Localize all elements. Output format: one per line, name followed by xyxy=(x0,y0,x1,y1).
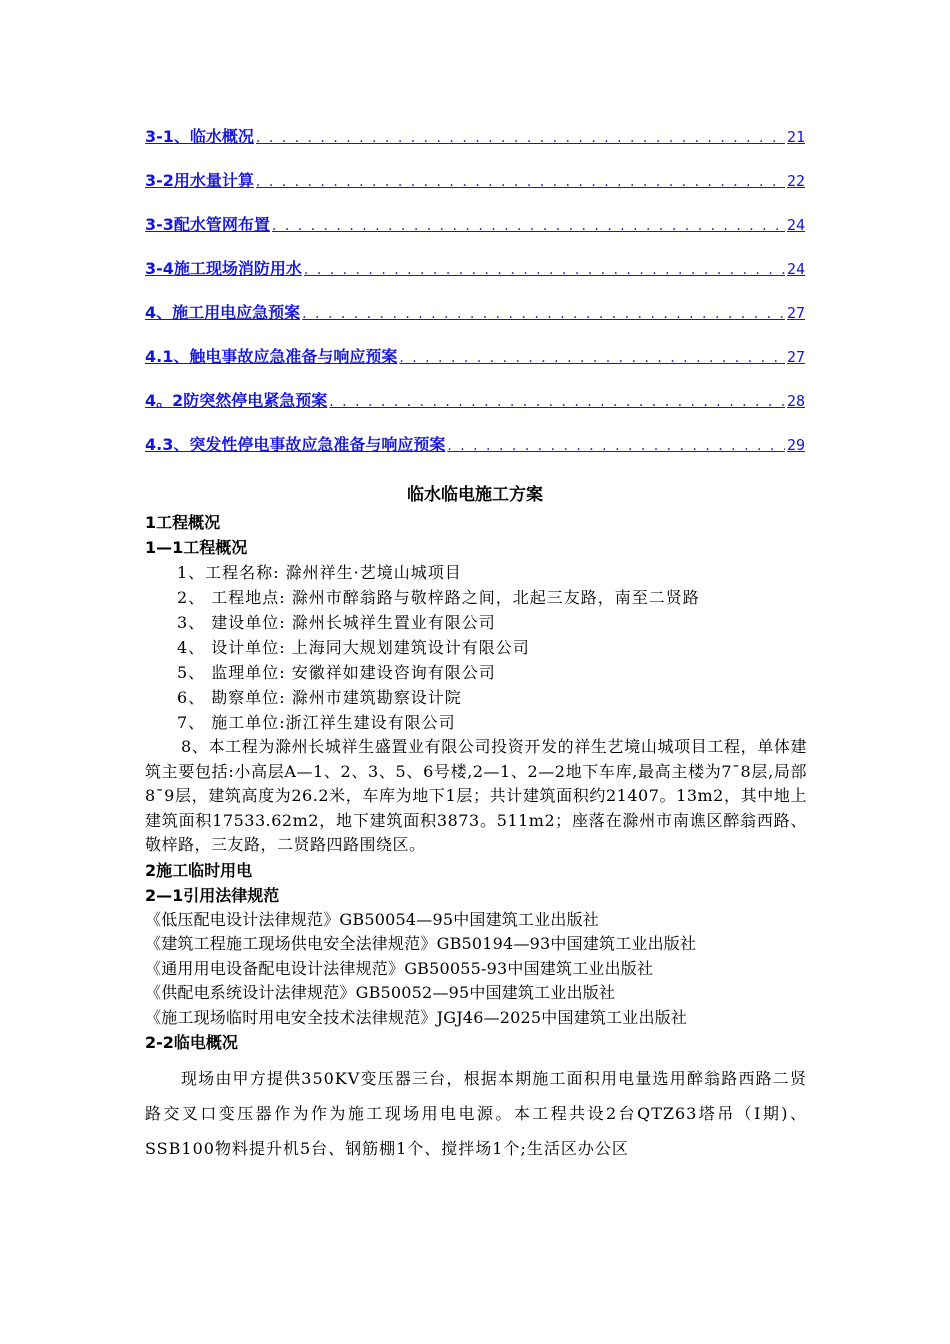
standard-reference: 《通用用电设备配电设计法律规范》GB50055-93中国建筑工业出版社 xyxy=(145,958,654,978)
toc-link[interactable] xyxy=(145,344,805,367)
standard-reference: 《建筑工程施工现场供电安全法律规范》GB50194—93中国建筑工业出版社 xyxy=(145,934,697,953)
toc-page-number: 29 xyxy=(786,436,805,454)
toc-leader xyxy=(447,438,785,454)
toc-entry[interactable] xyxy=(145,256,805,300)
subsection-heading: 2-2临电概况 xyxy=(145,1033,238,1052)
standard-reference: 《低压配电设计法律规范》GB50054—95中国建筑工业出版社 xyxy=(145,909,599,929)
toc-label: 3-1、临水概况 xyxy=(145,127,254,146)
toc-link[interactable] xyxy=(145,256,805,279)
toc-page-number: 22 xyxy=(786,172,805,190)
toc-page-number: 27 xyxy=(786,304,805,322)
toc-link[interactable] xyxy=(145,124,805,147)
toc-entry[interactable] xyxy=(145,212,805,256)
project-info-item: 7、 施工单位:浙江祥生建设有限公司 xyxy=(177,713,456,732)
document-title: 临水临电施工方案 xyxy=(407,485,543,505)
power-overview-paragraph: 现场由甲方提供350KV变压器三台，根据本期施工面积用电量选用醉翁路西路二贤路交叉口变压器作为作为施工现场用电电源。本工程共设2台QTZ63塔吊（I期)、SSB100物料提升机5台、钢筋棚1个、搅拌场1个;生活区办公区 xyxy=(145,1069,807,1158)
toc-link[interactable] xyxy=(145,168,805,191)
toc-label: 3-2用水量计算 xyxy=(145,171,254,190)
toc-page-number: 27 xyxy=(786,348,805,366)
toc-entry[interactable] xyxy=(145,124,805,168)
project-info-item: 5、 监理单位: 安徽祥如建设咨询有限公司 xyxy=(177,663,496,682)
project-info-item: 2、 工程地点: 滁州市醉翁路与敬梓路之间，北起三友路，南至二贤路 xyxy=(177,588,700,607)
toc-leader xyxy=(272,218,785,234)
toc-page-number: 28 xyxy=(786,392,805,410)
toc-label: 3-3配水管网布置 xyxy=(145,215,270,234)
toc-link[interactable] xyxy=(145,212,805,235)
toc-leader xyxy=(256,174,785,190)
toc-label: 4。2防突然停电紧急预案 xyxy=(145,391,328,410)
table-of-contents xyxy=(145,124,805,476)
subsection-heading: 1—1工程概况 xyxy=(145,538,248,557)
toc-leader xyxy=(304,262,785,278)
standard-reference: 《施工现场临时用电安全技术法律规范》JGJ46—2025中国建筑工业出版社 xyxy=(145,1007,688,1027)
subsection-heading: 2—1引用法律规范 xyxy=(145,885,280,905)
toc-label: 4.3、突发性停电事故应急准备与响应预案 xyxy=(145,435,446,454)
toc-entry[interactable] xyxy=(145,168,805,212)
toc-page-number: 24 xyxy=(786,216,805,234)
toc-leader xyxy=(302,306,785,322)
project-info-item: 3、 建设单位: 滁州长城祥生置业有限公司 xyxy=(177,613,496,632)
project-info-item: 6、 勘察单位: 滁州市建筑勘察设计院 xyxy=(177,688,462,707)
toc-leader xyxy=(329,394,785,410)
document-body xyxy=(145,510,807,1166)
toc-link[interactable] xyxy=(145,432,805,455)
toc-link[interactable] xyxy=(145,300,805,323)
toc-label: 4、施工用电应急预案 xyxy=(145,303,301,322)
project-info-item: 1、工程名称: 滁州祥生·艺境山城项目 xyxy=(177,563,462,582)
toc-entry[interactable] xyxy=(145,344,805,388)
toc-page-number: 21 xyxy=(786,128,805,146)
toc-leader xyxy=(256,130,785,146)
toc-label: 4.1、触电事故应急准备与响应预案 xyxy=(145,347,398,366)
section-heading: 2施工临时用电 xyxy=(145,860,253,880)
toc-entry[interactable] xyxy=(145,388,805,432)
toc-label: 3-4施工现场消防用水 xyxy=(145,259,302,278)
toc-entry[interactable] xyxy=(145,432,805,476)
toc-link[interactable] xyxy=(145,388,805,411)
toc-page-number: 24 xyxy=(786,260,805,278)
toc-leader xyxy=(399,350,785,366)
section-heading: 1工程概况 xyxy=(145,513,221,532)
project-info-item: 4、 设计单位: 上海同大规划建筑设计有限公司 xyxy=(177,638,530,657)
toc-entry[interactable] xyxy=(145,300,805,344)
standard-reference: 《供配电系统设计法律规范》GB50052—95中国建筑工业出版社 xyxy=(145,983,616,1002)
project-description-paragraph: 8、本工程为滁州长城祥生盛置业有限公司投资开发的祥生艺境山城项目工程，单体建筑主要包括:小高层A—1、2、3、5、6号楼,2—1、2—2地下车库,最高主楼为7¯8层,局部8¯9层，建筑高度为26.2米，车库为地下1层；共计建筑面积约21407。13m2，其中地上建筑面积17533.62m2，地下建筑面积3873。511m2；座落在滁州市南谯区醉翁西路、敬梓路，三友路，二贤路四路围绕区。 xyxy=(145,737,807,854)
